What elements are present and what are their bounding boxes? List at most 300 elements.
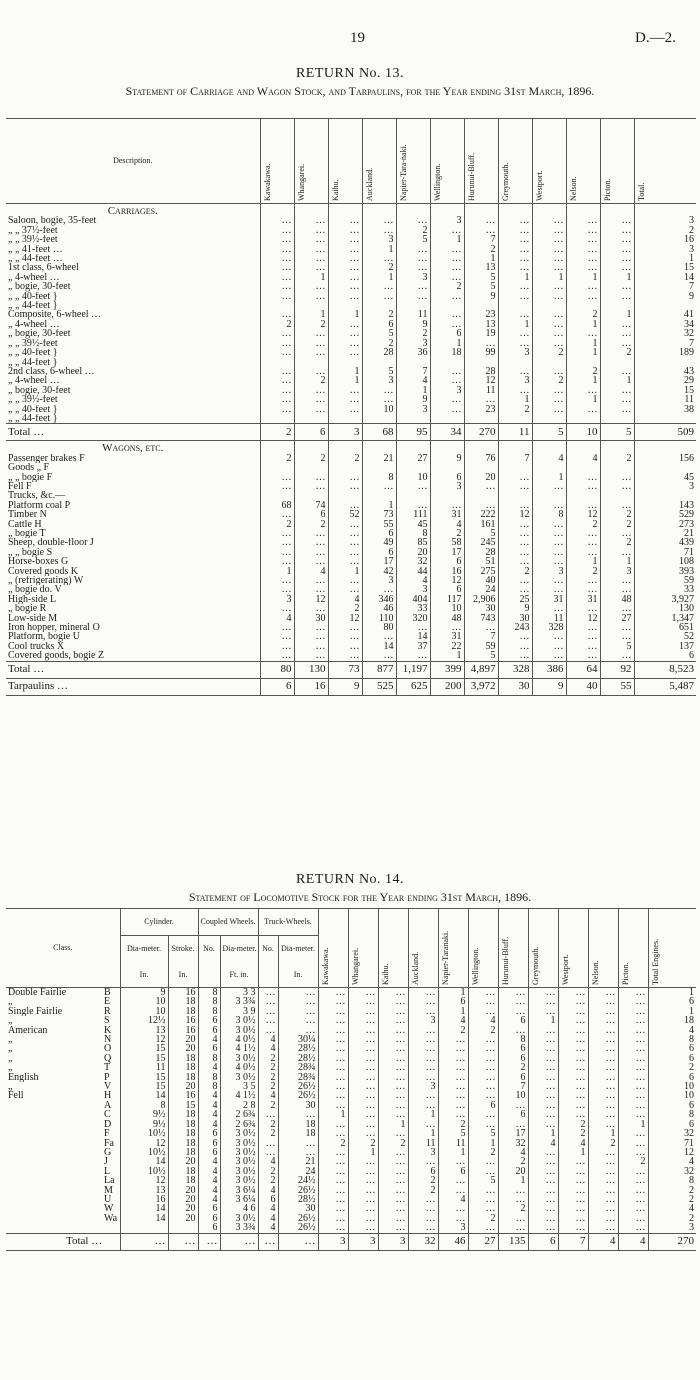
table-cell: 2 xyxy=(258,1101,278,1110)
table-cell xyxy=(498,358,532,367)
table-cell: 1 xyxy=(328,376,362,385)
table-cell: 1 xyxy=(600,376,634,385)
table-cell: 68 xyxy=(260,501,294,510)
table-cell: … xyxy=(566,632,600,641)
table-cell: 3 6¼ xyxy=(220,1186,258,1195)
table-cell: … xyxy=(294,405,328,414)
table-cell xyxy=(634,358,696,367)
table-cell: … xyxy=(260,376,294,385)
table-cell: … xyxy=(498,386,532,395)
table-cell xyxy=(260,491,294,500)
col-header: Greymouth. xyxy=(498,119,532,204)
table-cell: 20 xyxy=(168,1082,198,1091)
table-cell: … xyxy=(618,1035,648,1044)
table-cell: 5 xyxy=(532,424,566,441)
table-cell: 222 xyxy=(464,510,498,519)
table-cell: … xyxy=(294,386,328,395)
table-row xyxy=(6,245,696,254)
table-cell xyxy=(294,463,328,472)
table-cell: 2 xyxy=(498,1063,528,1072)
table-cell: … xyxy=(566,482,600,491)
table-cell xyxy=(532,491,566,500)
table-cell: … xyxy=(558,1204,588,1213)
table-cell: 2 xyxy=(468,1214,498,1223)
table-cell: … xyxy=(278,1007,318,1016)
table-cell: … xyxy=(528,1120,558,1129)
table-cell: … xyxy=(294,604,328,613)
row-label xyxy=(6,1195,102,1204)
table-cell: … xyxy=(378,1054,408,1063)
table-cell: … xyxy=(566,548,600,557)
table-cell: … xyxy=(408,1073,438,1082)
table-cell: … xyxy=(588,1110,618,1119)
table-cell: 10 xyxy=(120,1007,168,1016)
table-cell: 1 xyxy=(294,310,328,319)
table-cell: … xyxy=(260,339,294,348)
table-cell: 26½ xyxy=(278,1082,318,1091)
table-cell: 23 xyxy=(464,310,498,319)
table-cell: 4 0½ xyxy=(220,1035,258,1044)
table-cell: … xyxy=(588,997,618,1006)
table-cell: 12 xyxy=(120,1176,168,1185)
col-header: Total. xyxy=(634,119,696,204)
table-cell: … xyxy=(558,1082,588,1091)
table-cell: … xyxy=(498,339,532,348)
table-cell: … xyxy=(618,1016,648,1025)
table-cell: 15 xyxy=(634,263,696,272)
table-cell: … xyxy=(438,1101,468,1110)
table-cell: … xyxy=(396,216,430,225)
table-cell: 18 xyxy=(278,1129,318,1138)
table-cell: 30 xyxy=(294,614,328,623)
row-label: „ „ 44-feet … xyxy=(8,254,63,264)
col-header: Hurunui-Bluff. xyxy=(464,119,498,204)
table-cell: 3 xyxy=(396,405,430,414)
locomotive-table xyxy=(6,908,696,1251)
table-cell: 3 xyxy=(438,1223,468,1233)
table-cell: 6 xyxy=(498,1054,528,1063)
table-cell: 16 xyxy=(168,1016,198,1025)
table-cell: … xyxy=(328,538,362,547)
table-cell: 8 xyxy=(532,510,566,519)
table-cell: … xyxy=(408,997,438,1006)
table-cell: 1 xyxy=(566,376,600,385)
table-cell: … xyxy=(408,1054,438,1063)
table-cell: 4 xyxy=(258,1204,278,1213)
table-cell: 1 xyxy=(362,245,396,254)
table-cell: 4 xyxy=(258,1091,278,1100)
empty-cell xyxy=(396,441,430,454)
table-cell: 15 xyxy=(120,1073,168,1082)
table-cell: 245 xyxy=(464,538,498,547)
table-cell: … xyxy=(438,1063,468,1072)
table-cell: 2 xyxy=(258,1129,278,1138)
table-row xyxy=(6,678,696,695)
table-row xyxy=(6,386,696,395)
col-header: Napier-Tara-naki. xyxy=(396,119,430,204)
row-label: V xyxy=(104,1082,112,1092)
table-cell: 2 xyxy=(464,245,498,254)
table-cell: … xyxy=(378,1082,408,1091)
table-cell: … xyxy=(378,997,408,1006)
table-cell: … xyxy=(430,273,464,282)
table-cell: … xyxy=(318,1007,348,1016)
table-cell: … xyxy=(600,576,634,585)
table-cell: 31 xyxy=(532,595,566,604)
table-cell: … xyxy=(464,482,498,491)
table-cell: … xyxy=(348,1214,378,1223)
table-cell: … xyxy=(318,1167,348,1176)
table-cell: … xyxy=(258,1016,278,1025)
empty-cell xyxy=(294,204,328,217)
table-row xyxy=(6,1148,696,1157)
table-cell: … xyxy=(618,1214,648,1223)
table-cell: 135 xyxy=(498,1233,528,1250)
table-cell: … xyxy=(378,1035,408,1044)
table-cell: … xyxy=(362,632,396,641)
table-cell: 4 xyxy=(328,595,362,604)
table-cell: … xyxy=(318,1148,348,1157)
table-cell: … xyxy=(318,1054,348,1063)
table-cell: 4 xyxy=(258,1035,278,1044)
table-cell: 2 xyxy=(260,520,294,529)
table-cell: … xyxy=(468,1120,498,1129)
table-cell: 28¾ xyxy=(278,1073,318,1082)
table-cell: … xyxy=(468,997,498,1006)
table-cell: … xyxy=(532,405,566,414)
table-cell: … xyxy=(618,997,648,1006)
table-row xyxy=(6,216,696,225)
table-row xyxy=(6,576,696,585)
cylinder-header: Cylinder. xyxy=(120,909,198,936)
table-cell: 6 xyxy=(438,1167,468,1176)
table-row xyxy=(6,567,696,576)
table-cell: … xyxy=(260,273,294,282)
table-cell: 3 xyxy=(430,216,464,225)
row-label: 1st class, 6-wheel xyxy=(8,263,79,273)
table-row xyxy=(6,623,696,632)
table-cell: 3,972 xyxy=(464,678,498,695)
table-cell: 14 xyxy=(120,1157,168,1166)
table-cell: … xyxy=(558,1063,588,1072)
table-cell: 7 xyxy=(558,1233,588,1250)
table-cell: 3 xyxy=(396,273,430,282)
table-row xyxy=(6,273,696,282)
table-cell: … xyxy=(468,988,498,998)
table-cell: 15 xyxy=(120,1054,168,1063)
table-cell: 18 xyxy=(168,1167,198,1176)
table-cell: 1 xyxy=(318,1110,348,1119)
table-cell: 6 xyxy=(648,1073,696,1082)
table-cell: … xyxy=(348,1044,378,1053)
table-cell: 439 xyxy=(634,538,696,547)
table-cell xyxy=(396,414,430,424)
empty-cell xyxy=(362,441,396,454)
row-label: Goods „ F xyxy=(8,463,50,473)
table-cell: 19 xyxy=(464,329,498,338)
table-cell: 6 xyxy=(528,1233,558,1250)
table-cell: … xyxy=(318,1016,348,1025)
table-cell: 5 xyxy=(468,1176,498,1185)
table-cell: 270 xyxy=(464,424,498,441)
table-cell xyxy=(362,358,396,367)
table-cell: … xyxy=(566,386,600,395)
table-cell: … xyxy=(588,1167,618,1176)
table-cell: … xyxy=(396,245,430,254)
table-cell: 143 xyxy=(634,501,696,510)
table-cell: 20 xyxy=(498,1167,528,1176)
table-cell: … xyxy=(566,576,600,585)
table-cell: … xyxy=(600,473,634,482)
table-cell: … xyxy=(294,226,328,235)
table-cell: 27 xyxy=(600,614,634,623)
table-cell: 6 xyxy=(198,1139,220,1148)
table-cell: 99 xyxy=(464,348,498,357)
table-cell: 28 xyxy=(464,548,498,557)
table-cell: … xyxy=(498,216,532,225)
table-cell: … xyxy=(348,1195,378,1204)
table-cell: … xyxy=(498,263,532,272)
table-cell: 28½ xyxy=(278,1195,318,1204)
table-cell: … xyxy=(558,1054,588,1063)
table-cell: 3 xyxy=(362,376,396,385)
table-cell: 49 xyxy=(362,538,396,547)
table-cell: … xyxy=(588,1186,618,1195)
table-cell: 1 xyxy=(408,1110,438,1119)
table-cell: 1,197 xyxy=(396,661,430,678)
table-cell: 2 xyxy=(294,376,328,385)
table-cell: … xyxy=(566,642,600,651)
table-cell: 6 xyxy=(498,1073,528,1082)
description-header: Description. xyxy=(113,156,153,166)
row-label xyxy=(6,1176,102,1185)
table-cell: 6 xyxy=(430,557,464,566)
row-label: K xyxy=(104,1025,112,1036)
table-row xyxy=(6,501,696,510)
table-cell: … xyxy=(294,529,328,538)
table-cell: … xyxy=(378,1195,408,1204)
table-cell: 1 xyxy=(566,339,600,348)
table-cell: … xyxy=(260,548,294,557)
table-cell: 1,347 xyxy=(634,614,696,623)
table-row xyxy=(6,642,696,651)
table-cell: … xyxy=(328,623,362,632)
row-label: „ „ 37½-feet xyxy=(8,225,58,236)
row-label: Covered goods, bogie Z xyxy=(8,651,105,662)
table-row xyxy=(6,1016,696,1025)
table-cell: … xyxy=(588,1204,618,1213)
table-cell: … xyxy=(260,510,294,519)
table-cell: 18 xyxy=(168,1054,198,1063)
table-cell: … xyxy=(438,1035,468,1044)
row-label: Sheep, double-floor J xyxy=(8,538,94,548)
table-cell: … xyxy=(532,235,566,244)
table-cell: … xyxy=(566,263,600,272)
col-header: Greymouth. xyxy=(528,909,558,988)
table-cell: … xyxy=(498,501,532,510)
table-row xyxy=(6,339,696,348)
table-cell: … xyxy=(532,529,566,538)
row-label xyxy=(6,1167,102,1176)
table-cell: 13 xyxy=(120,1186,168,1195)
table-cell: … xyxy=(498,576,532,585)
table-cell: … xyxy=(260,473,294,482)
table-cell: 33 xyxy=(396,604,430,613)
table-cell: … xyxy=(532,216,566,225)
table-cell: … xyxy=(348,1176,378,1185)
table-cell: … xyxy=(438,1082,468,1091)
empty-cell xyxy=(464,204,498,217)
row-label: Fa xyxy=(104,1138,114,1148)
table-cell: … xyxy=(278,997,318,1006)
unit-label: Ft. in. xyxy=(220,962,258,988)
table-cell: 3 xyxy=(260,595,294,604)
table-cell: 18 xyxy=(168,997,198,1006)
table-cell xyxy=(168,1223,198,1233)
table-cell: 200 xyxy=(430,678,464,695)
table-cell: … xyxy=(396,254,430,263)
table-cell: 3 xyxy=(498,376,532,385)
class-header: Class. xyxy=(53,943,73,953)
table-cell: 80 xyxy=(260,661,294,678)
table-cell: 20 xyxy=(168,1204,198,1213)
table-cell: 6 xyxy=(362,529,396,538)
row-label: Total … xyxy=(66,1234,103,1247)
table-cell: … xyxy=(328,348,362,357)
row-label: R xyxy=(104,1006,111,1017)
row-label: W xyxy=(104,1204,114,1214)
table-cell xyxy=(464,491,498,500)
table-cell: … xyxy=(258,1007,278,1016)
col-header: Wellington. xyxy=(468,909,498,988)
table-cell: 52 xyxy=(328,510,362,519)
carriages-heading: Carriages. xyxy=(107,205,158,217)
table-cell: … xyxy=(318,1044,348,1053)
table-cell: … xyxy=(294,557,328,566)
table-cell: … xyxy=(464,395,498,404)
table-cell: … xyxy=(468,1054,498,1063)
table-cell: 6 xyxy=(648,1101,696,1110)
table-cell xyxy=(362,491,396,500)
table-cell: 243 xyxy=(498,623,532,632)
table-cell: … xyxy=(528,1157,558,1166)
table-cell: 6 xyxy=(498,1110,528,1119)
table-cell: 13 xyxy=(120,1026,168,1035)
table-cell: … xyxy=(328,329,362,338)
table-cell: 2 xyxy=(498,1204,528,1213)
table-cell: 41 xyxy=(634,310,696,319)
table-row xyxy=(6,604,696,613)
table-cell: 6 xyxy=(198,1026,220,1035)
table-cell: … xyxy=(588,1214,618,1223)
row-label: Iron hopper, mineral O xyxy=(8,623,100,633)
table-cell: … xyxy=(294,395,328,404)
table-cell: 6 xyxy=(198,1223,220,1233)
table-cell: 3 0½ xyxy=(220,1176,258,1185)
unit-label: In. xyxy=(278,962,318,988)
table-cell: … xyxy=(588,988,618,998)
table-cell: … xyxy=(532,520,566,529)
table-cell: 20 xyxy=(168,1157,198,1166)
table-cell: 2 xyxy=(648,1214,696,1223)
table-cell: … xyxy=(378,1214,408,1223)
table-row xyxy=(6,441,696,454)
col-header: Auckland. xyxy=(362,119,396,204)
table-cell: 3 xyxy=(408,1016,438,1025)
table-cell: 16 xyxy=(294,678,328,695)
table-row xyxy=(6,997,696,1006)
table-cell: … xyxy=(378,1063,408,1072)
table-cell: … xyxy=(600,329,634,338)
table-cell: … xyxy=(328,245,362,254)
table-cell: 4 xyxy=(260,614,294,623)
table-cell: 4 xyxy=(532,454,566,463)
table-cell: … xyxy=(498,367,532,376)
table-cell: … xyxy=(430,395,464,404)
table-cell: 2 xyxy=(328,604,362,613)
table-cell: 275 xyxy=(464,567,498,576)
table-cell: 12 xyxy=(328,614,362,623)
table-cell: 1 xyxy=(430,235,464,244)
table-cell: … xyxy=(430,501,464,510)
table-cell: 4 xyxy=(198,1035,220,1044)
table-cell: … xyxy=(600,651,634,661)
table-cell: … xyxy=(294,642,328,651)
row-label: L xyxy=(104,1166,111,1177)
unit-label: In. xyxy=(120,962,168,988)
table-cell: … xyxy=(498,997,528,1006)
table-cell: … xyxy=(532,292,566,301)
table-cell: … xyxy=(396,282,430,291)
table-cell: 6 xyxy=(468,1101,498,1110)
empty-cell xyxy=(600,204,634,217)
table-cell: … xyxy=(408,1044,438,1053)
table-cell: 10 xyxy=(566,424,600,441)
table-cell: 3 xyxy=(362,576,396,585)
table-row xyxy=(6,1167,696,1176)
table-cell: … xyxy=(348,1082,378,1091)
table-cell: 8 xyxy=(120,1101,168,1110)
table-cell: … xyxy=(294,632,328,641)
col-header: Hurunui-Bluff. xyxy=(498,909,528,988)
table-cell: 3 3¾ xyxy=(220,1223,258,1233)
table-cell: … xyxy=(328,226,362,235)
row-label: Platform, bogie U xyxy=(8,632,80,642)
table-cell: 28 xyxy=(362,348,396,357)
table-cell: 4 xyxy=(198,1176,220,1185)
table-cell: … xyxy=(468,1110,498,1119)
empty-cell xyxy=(600,441,634,454)
table-cell: … xyxy=(260,585,294,594)
table-cell: 1 xyxy=(618,1120,648,1129)
table-cell: … xyxy=(260,292,294,301)
table-cell: 320 xyxy=(396,614,430,623)
table-cell: … xyxy=(294,245,328,254)
table-cell: … xyxy=(362,482,396,491)
table-cell: … xyxy=(558,1223,588,1233)
table-cell: 3 3 xyxy=(220,988,258,998)
table-cell: 9 xyxy=(328,678,362,695)
table-cell: … xyxy=(618,1223,648,1233)
row-label: Double Fairlie xyxy=(8,987,67,998)
table-cell: … xyxy=(558,1157,588,1166)
table-cell xyxy=(362,463,396,472)
truck-wheels-header: Truck-Wheels. xyxy=(258,909,318,936)
table-cell: … xyxy=(318,1101,348,1110)
table-row xyxy=(6,595,696,604)
table-cell: … xyxy=(318,1063,348,1072)
table-cell: … xyxy=(258,997,278,1006)
